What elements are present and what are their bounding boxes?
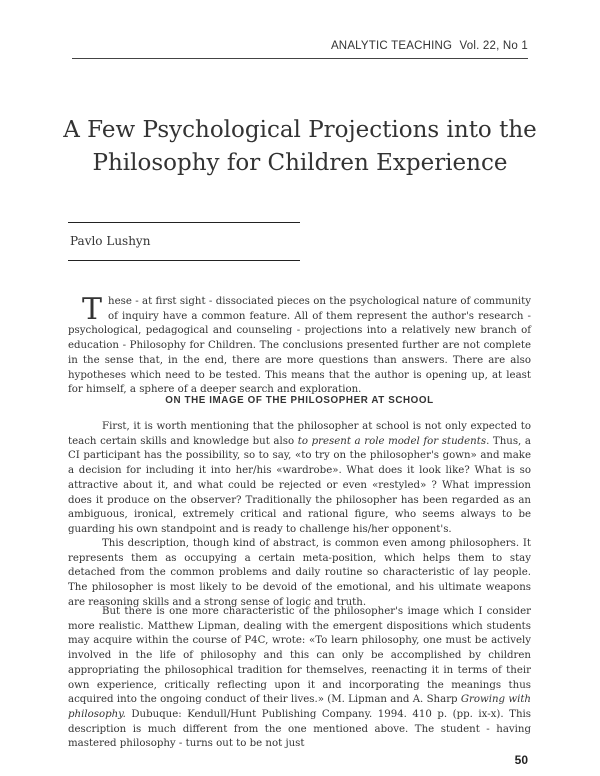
paragraph-1-text-a: First, it is worth mentioning that the philosopher at school is not only expected to teach certain skills and knowledge but also [68, 421, 531, 447]
drop-cap: T [82, 292, 103, 327]
author-rule-bottom [68, 260, 300, 261]
title-line-2: Philosophy for Children Experience [92, 150, 508, 176]
paragraph-3 [68, 605, 531, 752]
paragraph-3-text-a: But there is one more characteristic of the philosopher's image which I consider more realistic. Matthew Lipman, dealing with the emergent dispositions which students may acquire within the course of P4C, wrote: «To learn philosophy, one must be actively involved in the life of philosophy and this can only be accomplished by children appropriating the philosophical tradition for themselves, reenacting it in terms of their own experience, critically reflecting upon it and incorporating the meanings thus acquired into the ongoing conduct of their lives.» (M. Lipman and A. Sharp [68, 606, 531, 706]
paragraph-1 [68, 420, 531, 538]
paragraph-1-emphasis: to present a role model for students [297, 435, 487, 447]
article-title [60, 114, 540, 180]
header-rule [72, 58, 528, 59]
paragraph-3-emphasis: Growing with philosophy. [68, 694, 531, 720]
section-heading: ON THE IMAGE OF THE PHILOSOPHER AT SCHOOL [165, 395, 434, 406]
author-name: Pavlo Lushyn [70, 234, 151, 248]
title-line-1: A Few Psychological Projections into the [63, 117, 537, 143]
paragraph-2: This description, though kind of abstract, is common even among philosophers. It represents them as occupying a certain meta-position, which helps them to stay detached from the common problems and daily routine so characteristic of lay people. The philosopher is most likely to be devoid of the emotional, and his ultimate weapons are reasoning skills and a strong sense of logic and truth. [68, 538, 531, 608]
journal-name: ANALYTIC TEACHING [330, 40, 453, 52]
abstract [68, 292, 531, 398]
journal-header [331, 40, 528, 52]
page-number: 50 [514, 753, 528, 767]
journal-volume: Vol. 22, No 1 [459, 40, 528, 52]
paragraph-3-text-b: Dubuque: Kendull/Hunt Publishing Company. 1994. 410 p. (pp. ix-x). This description is much different from the one mentioned above. The student - having mastered philosophy - turns out to be not just [68, 708, 531, 750]
author-rule-top [68, 222, 300, 223]
paragraph-1-text-b: . Thus, a CI participant has the possibility, so to say, «to try on the philosopher's gown» and make a decision for including it into her/his «wardrobe». What does it look like? What is so attractive about it, and what could be rejected or even «restyled» ? What impression does it produce on the observer? Traditionally the philosopher has been regarded as an ambiguous, ironical, extremely critical and rational figure, who seems always to be guarding his own standpoint and is ready to challenge his/her opponent's. [68, 435, 531, 535]
abstract-text: hese - at first sight - dissociated pieces on the psychological nature of community of inquiry have a common feature. All of them represent the author's research - psychological, pedagogical and counseling - projections into a relatively new branch of education - Philosophy for Children. The conclusions presented further are not complete in the sense that, in the end, there are more questions than answers. There are also hypotheses which need to be tested. This means that the author is opening up, at least for himself, a sphere of a deeper search and exploration. [68, 296, 531, 396]
